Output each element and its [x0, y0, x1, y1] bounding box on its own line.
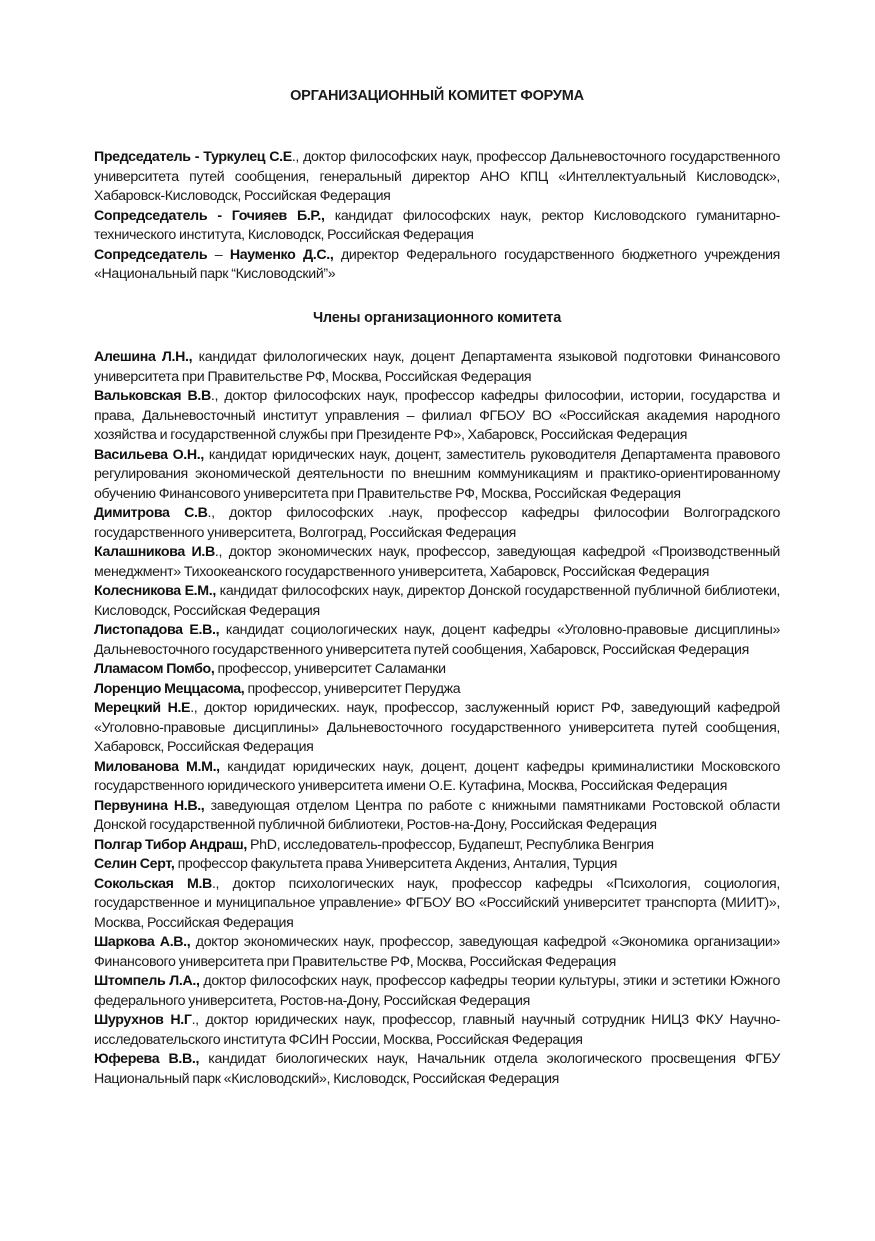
member-description: кандидат филологических наук, доцент Департамента языковой подготовки Финансового университета при Правительстве РФ, Москва, Российская Федерация: [94, 349, 781, 385]
member-entry: [94, 933, 780, 972]
cochair-name: Науменко Д.С.,: [229, 246, 334, 263]
member-description: профессор, университет Саламанки: [214, 661, 446, 677]
member-name: Васильева О.Н.,: [94, 446, 204, 463]
member-entry: [94, 1050, 780, 1089]
member-entry: [94, 797, 780, 836]
chair-description: ., доктор философских наук, профессор Дальневосточного государственного университета путей сообщения, генеральный директор АНО КПЦ «Интеллектуальный Кисловодск», Хабаровск-Кисловодск, Российская Федерация: [94, 149, 781, 204]
member-entry: [94, 387, 780, 446]
member-entry: [94, 1011, 780, 1050]
member-name: Листопадова Е.В.,: [94, 622, 220, 638]
member-description: PhD, исследователь-профессор, Будапешт, Республика Венгрия: [246, 836, 654, 853]
member-description: ., доктор юридических наук, профессор, главный научный сотрудник НИЦ3 ФКУ Научно-исследовательского института ФСИН России, Москва, Российская Федерация: [94, 1012, 781, 1048]
member-description: ., доктор психологических наук, профессор кафедры «Психология, социология, государственное и муниципальное управление» ФГБОУ ВО «Российский университет транспорта (МИИТ)», Москва, Российская Федерация: [94, 875, 780, 931]
member-description: доктор философских наук, профессор кафедры теории культуры, этики и эстетики Южного федерального университета, Ростов-на-Дону, Российская Федерация: [94, 973, 780, 1009]
member-entry: [94, 621, 780, 660]
member-entry: [94, 758, 780, 797]
member-description: ., доктор философских наук, профессор кафедры философии, истории, государства и права, Дальневосточный институт управления – филиал ФГБОУ ВО «Российская академия народного хозяйства и государственной службы при Президенте РФ», Хабаровск, Российская Федерация: [94, 388, 780, 443]
member-entry: [94, 660, 780, 680]
cochair-name: Сопредседатель - Гочияев Б.Р.,: [94, 207, 325, 224]
member-name: Юферева В.В.,: [94, 1051, 200, 1067]
member-name: Алешина Л.Н.,: [94, 349, 193, 365]
member-description: кандидат юридических наук, доцент, доцент кафедры криминалистики Московского государственного юридического университета имени О.Е. Кутафина, Москва, Российская Федерация: [94, 758, 780, 794]
member-name: Калашникова И.В: [94, 544, 215, 560]
member-description: профессор, университет Перуджа: [244, 680, 461, 697]
cochair-entry: [94, 246, 780, 285]
members-list: [94, 348, 780, 1089]
member-name: Селин Серт,: [94, 856, 175, 872]
member-description: заведующая отделом Центра по работе с книжными памятниками Ростовской области Донской государственной публичной библиотеки, Ростов-на-Дону, Российская Федерация: [94, 797, 780, 833]
member-entry: [94, 680, 780, 700]
member-name: Вальковская В.В: [94, 388, 211, 404]
chair-name: Председатель - Туркулец С.Е: [94, 149, 292, 165]
member-description: ., доктор экономических наук, профессор, заведующая кафедрой «Производственный менеджмент» Тихоокеанского государственного университета, Хабаровск, Российская Федерация: [94, 544, 780, 580]
member-name: Димитрова С.В: [94, 505, 208, 521]
cochair-entry: [94, 207, 780, 246]
cochair-description: кандидат философских наук, ректор Кисловодского гуманитарно-технического института, Кисловодск, Российская Федерация: [94, 207, 781, 243]
member-description: кандидат юридических наук, доцент, заместитель руководителя Департамента правового регулирования экономической деятельности по внешним коммуникациям и практико-ориентированному обучению Финансового университета при Правительстве РФ, Москва, Российская Федерация: [94, 446, 780, 502]
members-heading: Члены организационного комитета: [312, 310, 562, 326]
cochair-role: Сопредседатель: [94, 246, 208, 263]
member-description: профессор факультета права Университета Акдениз, Анталия, Турция: [174, 856, 618, 872]
member-description: кандидат философских наук, директор Донской государственной публичной библиотеки, Кисловодск, Российская Федерация: [94, 583, 780, 619]
member-name: Милованова М.М.,: [94, 758, 220, 775]
page-title: ОРГАНИЗАЦИОННЫЙ КОМИТЕТ ФОРУМА: [290, 88, 584, 104]
member-name: Первунина Н.В.,: [94, 797, 205, 814]
chairs-section: [94, 148, 780, 285]
member-name: Колесникова Е.М.,: [94, 583, 216, 599]
member-description: доктор экономических наук, профессор, заведующая кафедрой «Экономика организации» Финансового университета при Правительстве РФ, Москва, Российская Федерация: [94, 934, 780, 970]
member-description: ., доктор философских .наук, профессор кафедры философии Волгоградского государственного университета, Волгоград, Российская Федерация: [94, 505, 781, 541]
member-entry: [94, 543, 780, 582]
cochair-description: директор Федерального государственного бюджетного учреждения «Национальный парк “Кисловодский”»: [94, 246, 780, 282]
member-entry: [94, 348, 780, 387]
member-name: Мерецкий Н.Е: [94, 700, 191, 716]
chair-entry: [94, 148, 780, 207]
member-entry: [94, 504, 780, 543]
member-entry: [94, 582, 780, 621]
member-name: Шаркова А.В.,: [94, 934, 191, 950]
member-entry: [94, 875, 780, 934]
member-entry: [94, 855, 780, 875]
member-entry: [94, 836, 780, 856]
member-name: Полгар Тибор Андраш,: [94, 836, 247, 853]
member-description: ., доктор юридических. наук, профессор, заслуженный юрист РФ, заведующий кафедрой «Уголовно-правовые дисциплины» Дальневосточного государственного университета путей сообщения, Хабаровск, Российская Федерация: [94, 700, 781, 755]
member-description: кандидат социологических наук, доцент кафедры «Уголовно-правовые дисциплины» Дальневосточного государственного университета путей сообщения, Хабаровск, Российская Федерация: [94, 622, 781, 658]
member-name: Шурухнов Н.Г: [94, 1012, 192, 1028]
member-entry: [94, 446, 780, 505]
member-name: Лламасом Помбо,: [94, 661, 215, 677]
member-entry: [94, 699, 780, 758]
cochair-dash: –: [207, 246, 230, 263]
member-description: кандидат биологических наук, Начальник отдела экологического просвещения ФГБУ Национальный парк «Кисловодский», Кисловодск, Российская Федерация: [94, 1051, 780, 1087]
member-name: Сокольская М.В: [94, 875, 212, 892]
member-name: Штомпель Л.А.,: [94, 973, 200, 989]
member-name: Лоренцио Меццасома,: [94, 680, 245, 697]
member-entry: [94, 972, 780, 1011]
